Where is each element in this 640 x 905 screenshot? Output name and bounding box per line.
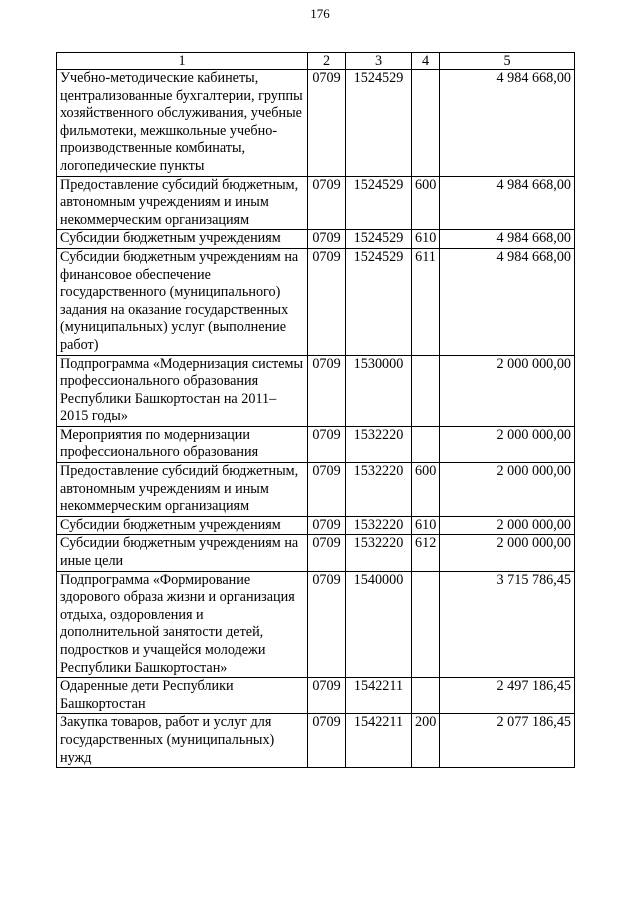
row-amount-cell: 2 497 186,45 xyxy=(440,678,575,714)
row-type-cell xyxy=(412,70,440,177)
row-amount-cell: 2 000 000,00 xyxy=(440,355,575,426)
row-target-cell: 1524529 xyxy=(346,248,412,355)
row-section-cell: 0709 xyxy=(308,355,346,426)
row-target-cell: 1524529 xyxy=(346,230,412,249)
row-target-cell: 1530000 xyxy=(346,355,412,426)
row-section-cell: 0709 xyxy=(308,571,346,678)
row-section-cell: 0709 xyxy=(308,535,346,571)
row-target-cell: 1524529 xyxy=(346,176,412,230)
row-name-cell: Субсидии бюджетным учреждениям на финансовое обеспечение государственного (муниципального) задания на оказание государственных (муниципальных) услуг (выполнение работ) xyxy=(57,248,308,355)
row-target-cell: 1540000 xyxy=(346,571,412,678)
row-type-cell: 610 xyxy=(412,230,440,249)
row-target-cell: 1532220 xyxy=(346,463,412,517)
header-col-4: 4 xyxy=(412,53,440,70)
row-type-cell xyxy=(412,355,440,426)
row-name-cell: Подпрограмма «Модернизация системы профессионального образования Республики Башкортостан на 2011–2015 годы» xyxy=(57,355,308,426)
row-name-cell: Предоставление субсидий бюджетным, автономным учреждениям и иным некоммерческим организациям xyxy=(57,176,308,230)
row-name-cell: Субсидии бюджетным учреждениям xyxy=(57,516,308,535)
row-amount-cell: 2 077 186,45 xyxy=(440,714,575,768)
row-type-cell: 600 xyxy=(412,176,440,230)
table-row xyxy=(57,230,575,249)
table-body xyxy=(57,70,575,768)
header-col-5: 5 xyxy=(440,53,575,70)
row-amount-cell: 4 984 668,00 xyxy=(440,230,575,249)
row-amount-cell: 2 000 000,00 xyxy=(440,463,575,517)
row-type-cell xyxy=(412,678,440,714)
row-name-cell: Мероприятия по модернизации профессионального образования xyxy=(57,426,308,462)
table-row xyxy=(57,426,575,462)
row-name-cell: Подпрограмма «Формирование здорового образа жизни и организация отдыха, оздоровления и дополнительной занятости детей, подростков и учащейся молодежи Республики Башкортостан» xyxy=(57,571,308,678)
header-col-2: 2 xyxy=(308,53,346,70)
row-name-cell: Субсидии бюджетным учреждениям xyxy=(57,230,308,249)
row-type-cell: 612 xyxy=(412,535,440,571)
row-type-cell: 200 xyxy=(412,714,440,768)
table-row xyxy=(57,355,575,426)
table-row xyxy=(57,176,575,230)
row-section-cell: 0709 xyxy=(308,463,346,517)
row-type-cell: 611 xyxy=(412,248,440,355)
row-section-cell: 0709 xyxy=(308,230,346,249)
row-section-cell: 0709 xyxy=(308,714,346,768)
row-amount-cell: 4 984 668,00 xyxy=(440,176,575,230)
row-type-cell xyxy=(412,571,440,678)
row-section-cell: 0709 xyxy=(308,248,346,355)
table-row xyxy=(57,571,575,678)
row-section-cell: 0709 xyxy=(308,516,346,535)
budget-table xyxy=(56,52,575,768)
row-section-cell: 0709 xyxy=(308,678,346,714)
row-section-cell: 0709 xyxy=(308,176,346,230)
table-row xyxy=(57,535,575,571)
row-amount-cell: 3 715 786,45 xyxy=(440,571,575,678)
row-name-cell: Закупка товаров, работ и услуг для государственных (муниципальных) нужд xyxy=(57,714,308,768)
table-row xyxy=(57,248,575,355)
row-amount-cell: 2 000 000,00 xyxy=(440,535,575,571)
row-target-cell: 1524529 xyxy=(346,70,412,177)
row-type-cell: 610 xyxy=(412,516,440,535)
table-row xyxy=(57,678,575,714)
row-name-cell: Одаренные дети Республики Башкортостан xyxy=(57,678,308,714)
row-amount-cell: 4 984 668,00 xyxy=(440,70,575,177)
table-header-row xyxy=(57,53,575,70)
row-section-cell: 0709 xyxy=(308,426,346,462)
table-row xyxy=(57,70,575,177)
header-col-1: 1 xyxy=(57,53,308,70)
row-target-cell: 1532220 xyxy=(346,535,412,571)
row-amount-cell: 2 000 000,00 xyxy=(440,426,575,462)
row-name-cell: Субсидии бюджетным учреждениям на иные цели xyxy=(57,535,308,571)
row-name-cell: Учебно-методические кабинеты, централизованные бухгалтерии, группы хозяйственного обслуживания, учебные фильмотеки, межшкольные учебно-производственные комбинаты, логопедические пункты xyxy=(57,70,308,177)
row-target-cell: 1542211 xyxy=(346,714,412,768)
row-type-cell xyxy=(412,426,440,462)
row-target-cell: 1542211 xyxy=(346,678,412,714)
row-amount-cell: 4 984 668,00 xyxy=(440,248,575,355)
row-section-cell: 0709 xyxy=(308,70,346,177)
header-col-3: 3 xyxy=(346,53,412,70)
table-row xyxy=(57,516,575,535)
row-name-cell: Предоставление субсидий бюджетным, автономным учреждениям и иным некоммерческим организациям xyxy=(57,463,308,517)
page-number: 176 xyxy=(310,6,330,21)
row-amount-cell: 2 000 000,00 xyxy=(440,516,575,535)
table-row xyxy=(57,463,575,517)
row-target-cell: 1532220 xyxy=(346,426,412,462)
table-row xyxy=(57,714,575,768)
row-type-cell: 600 xyxy=(412,463,440,517)
row-target-cell: 1532220 xyxy=(346,516,412,535)
